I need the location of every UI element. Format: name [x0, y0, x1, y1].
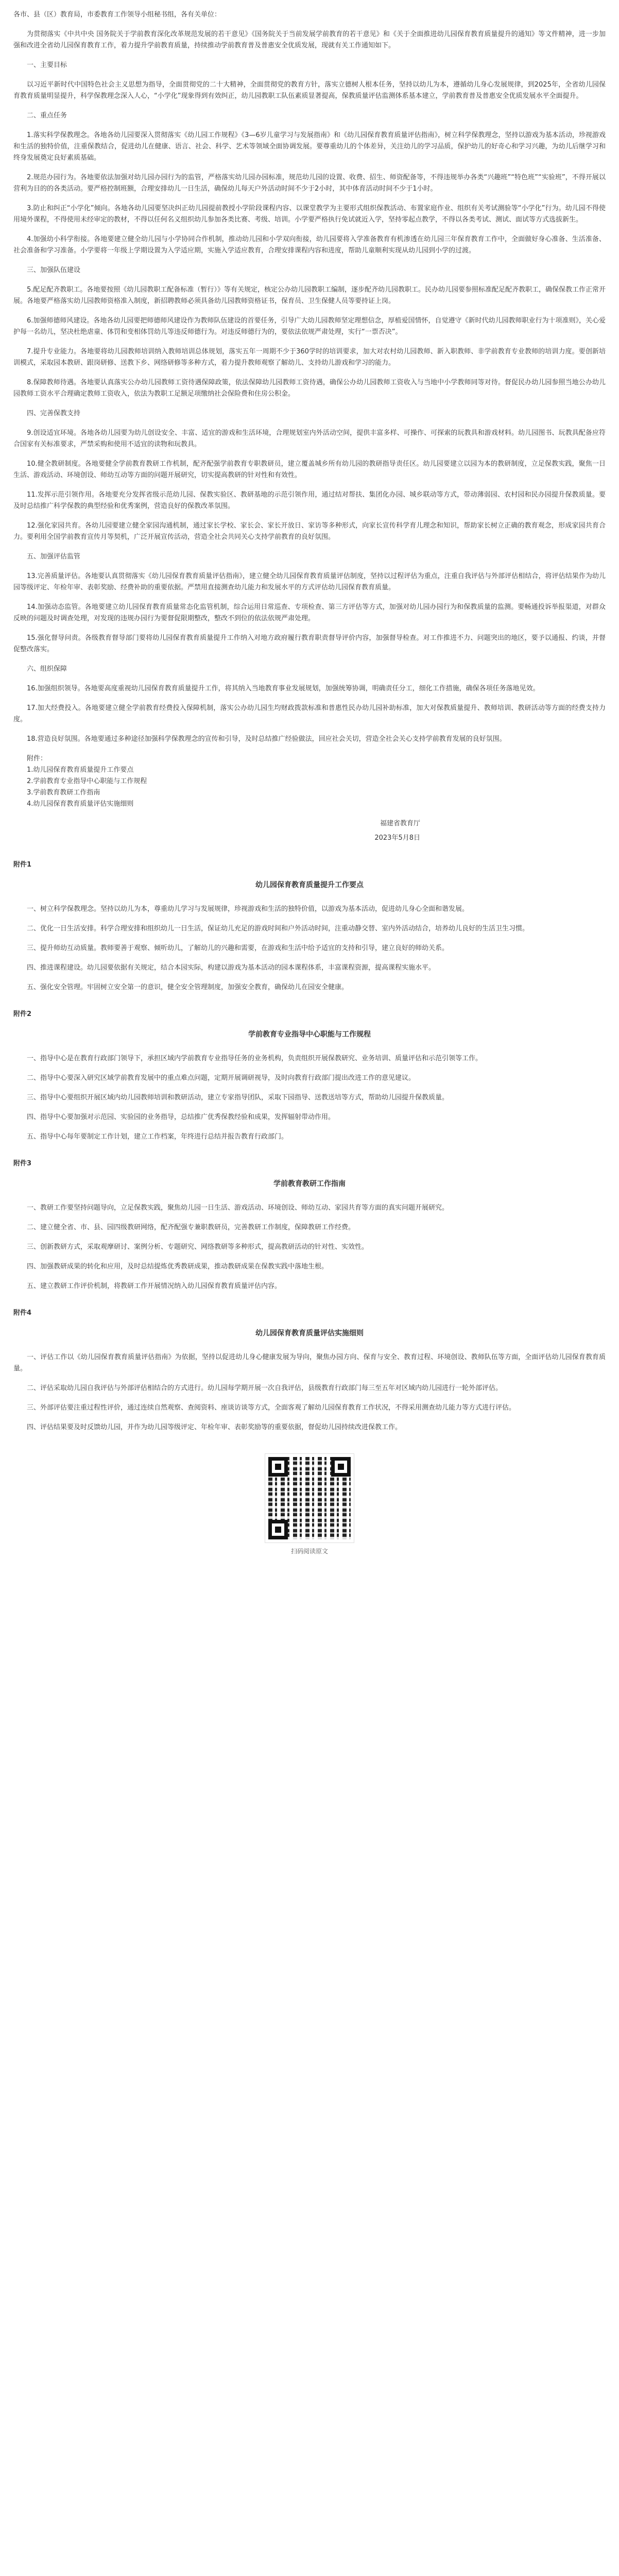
- annex-3: [13, 1158, 606, 1292]
- annex-paragraph: 二、评估采取幼儿园自我评估与外部评估相结合的方式进行。幼儿园每学期开展一次自我评估，县级教育行政部门每三至五年对区域内幼儿园进行一轮外部评估。: [27, 1384, 503, 1392]
- section-key-tasks: [13, 110, 606, 257]
- issuing-organization: 福建省教育厅: [380, 820, 420, 827]
- annex-4: [13, 1308, 606, 1433]
- annex-paragraph: 二、优化一日生活安排。科学合理安排和组织幼儿一日生活，保证幼儿充足的游戏时间和户外活动时间，注重动静交替、室内外活动结合，培养幼儿良好的生活卫生习惯。: [27, 925, 529, 933]
- annex-paragraph: 一、指导中心是在教育行政部门领导下，承担区域内学前教育专业指导任务的业务机构，负责组织开展保教研究、业务培训、质量评估和示范引领等工作。: [27, 1055, 483, 1062]
- annex-paragraph: 四、加强教研成果的转化和应用，及时总结提炼优秀教研成果，推动教研成果在保教实践中落地生根。: [27, 1263, 329, 1270]
- annex-label: 附件1: [13, 861, 32, 869]
- section-paragraph: 3.防止和纠正“小学化”倾向。各地各幼儿园要坚决纠正幼儿园提前教授小学阶段课程内容、以课堂教学为主要形式组织保教活动、布置家庭作业、组织有关考试测验等“小学化”行为。幼儿园不得使用境外课程，不得使用未经审定的教材，不得以任何名义组织幼儿参加各类比赛、考级、培训。小学要严格执行免试就近入学，坚持零起点教学，不得以各类考试、测试、面试等方式选拔新生。: [13, 205, 606, 224]
- section-paragraph: 14.加强动态监管。各地要建立幼儿园保育教育质量常态化监管机制，综合运用日常巡查、专项检查、第三方评估等方式，加强对幼儿园办园行为和保教质量的监测。要畅通投诉举报渠道，对群众反映的问题及时调查处理，对发现的违规办园行为要督促限期整改，整改不到位的依法依规严肃处理。: [13, 603, 606, 622]
- attachment-link[interactable]: 1.幼儿园保育教育质量提升工作要点: [27, 766, 134, 774]
- section-paragraph: 17.加大经费投入。各地要建立健全学前教育经费投入保障机制，落实公办幼儿园生均财政拨款标准和普惠性民办幼儿园补助标准，加大对保教质量提升、教师培训、教研活动等方面的经费支持力度。: [13, 704, 606, 723]
- section-heading: 三、加强队伍建设: [27, 266, 81, 274]
- qr-finder-icon: [331, 1457, 351, 1477]
- annex-label: 附件4: [13, 1309, 32, 1317]
- issue-date: 2023年5月8日: [374, 834, 420, 842]
- section-heading: 五、加强评估监管: [27, 553, 81, 561]
- annex-1: [13, 859, 606, 993]
- annex-label: 附件2: [13, 1010, 32, 1018]
- section-paragraph: 6.加强师德师风建设。各地各幼儿园要把师德师风建设作为教师队伍建设的首要任务，引导广大幼儿园教师坚定理想信念，厚植爱国情怀，自觉遵守《新时代幼儿园教师职业行为十项准则》，关心爱护每一名幼儿，坚决杜绝虐童、体罚和变相体罚幼儿等违反师德行为。对违反师德行为的，要依法依规严肃处理，实行“一票否决”。: [13, 317, 606, 336]
- section-paragraph: 1.落实科学保教理念。各地各幼儿园要深入贯彻落实《幼儿园工作规程》《3—6岁儿童学习与发展指南》和《幼儿园保育教育质量评估指南》，树立科学保教理念，坚持以游戏为基本活动，珍视游戏和生活的独特价值，注重保教结合，促进幼儿在健康、语言、社会、科学、艺术等领域全面协调发展。要尊重幼儿的个体差异，关注幼儿的学习品质，保护幼儿的好奇心和学习兴趣，为幼儿后继学习和终身发展奠定良好素质基础。: [13, 131, 606, 162]
- section-paragraph: 7.提升专业能力。各地要将幼儿园教师培训纳入教师培训总体规划，落实五年一周期不少于360学时的培训要求，加大对农村幼儿园教师、新入职教师、非学前教育专业教师的培训力度。要创新培训模式，采取园本教研、跟岗研修、送教下乡、网络研修等多种方式，着力提升教师观察了解幼儿、支持幼儿游戏和学习的能力。: [13, 348, 606, 367]
- section-heading: 一、主要目标: [27, 61, 67, 69]
- section-safeguards: [13, 664, 606, 745]
- section-paragraph: 以习近平新时代中国特色社会主义思想为指导，全面贯彻党的二十大精神，全面贯彻党的教育方针，落实立德树人根本任务，坚持以幼儿为本，遵循幼儿身心发展规律，到2025年，全省幼儿园保育教育质量明显提升，科学保教理念深入人心，“小学化”现象得到有效纠正，幼儿园教职工队伍素质显著提高，保教质量评估监测体系基本建立，学前教育普及普惠安全优质发展水平全面提升。: [13, 81, 606, 100]
- annex-paragraph: 三、创新教研方式，采取观摩研讨、案例分析、专题研究、网络教研等多种形式，提高教研活动的针对性、实效性。: [27, 1243, 369, 1251]
- qr-caption: 扫码阅读原文: [290, 1548, 328, 1555]
- section-goals: [13, 60, 606, 102]
- section-paragraph: 2.规范办园行为。各地要依法加强对幼儿园办园行为的监管，严格落实幼儿园办园标准，规范幼儿园的设置、收费、招生、师资配备等，不得违规举办各类“兴趣班”“特色班”“实验班”，不得开展以营利为目的的各类活动。要严格控制班额，合理安排幼儿一日生活，确保幼儿每天户外活动时间不少于2小时，其中体育活动时间不少于1小时。: [13, 174, 606, 193]
- section-paragraph: 4.加强幼小科学衔接。各地要建立健全幼儿园与小学协同合作机制，推动幼儿园和小学双向衔接，幼儿园要将入学准备教育有机渗透在幼儿园三年保育教育工作中，全面做好身心准备、生活准备、社会准备和学习准备。小学要将一年级上学期设置为入学适应期，实施入学适应教育，合理安排课程内容和进度，帮助儿童顺利实现从幼儿园到小学的过渡。: [13, 235, 606, 255]
- section-support: [13, 408, 606, 543]
- intro-paragraph: 为贯彻落实《中共中央 国务院关于学前教育深化改革规范发展的若干意见》《国务院关于当前发展学前教育的若干意见》和《关于全面推进幼儿园保育教育质量提升的通知》等文件精神，进一步加强和改进全省幼儿园保育教育工作，着力提升学前教育质量，持续推动学前教育普及普惠安全优质发展，现就有关工作通知如下。: [13, 30, 606, 49]
- section-paragraph: 8.保障教师待遇。各地要认真落实公办幼儿园教师工资待遇保障政策，依法保障幼儿园教师工资待遇，确保公办幼儿园教师工资收入与当地中小学教师同等对待。督促民办幼儿园参照当地公办幼儿园教师工资水平合理确定教师工资收入，依法为教职工足额足项缴纳社会保险费和住房公积金。: [13, 379, 606, 398]
- annex-label: 附件3: [13, 1160, 32, 1167]
- section-paragraph: 5.配足配齐教职工。各地要按照《幼儿园教职工配备标准（暂行）》等有关规定，核定公办幼儿园教职工编制，逐步配齐幼儿园教职工。民办幼儿园要参照标准配足配齐教职工，确保保教工作正常开展。各地要严格落实幼儿园教师资格准入制度，新招聘教师必须具备幼儿园教师资格证书，保育员、卫生保健人员等要持证上岗。: [13, 286, 606, 305]
- salutation: 各市、县（区）教育局，市委教育工作领导小组秘书组，各有关单位：: [13, 11, 221, 19]
- section-heading: 二、重点任务: [27, 112, 67, 120]
- annex-paragraph: 五、建立教研工作评价机制，将教研工作开展情况纳入幼儿园保育教育质量评估内容。: [27, 1282, 282, 1290]
- attachment-link[interactable]: 4.幼儿园保育教育质量评估实施细则: [27, 800, 134, 808]
- annex-title: 学前教育教研工作指南: [273, 1180, 346, 1188]
- annex-title: 学前教育专业指导中心职能与工作规程: [248, 1030, 371, 1039]
- section-paragraph: 15.强化督导问责。各级教育督导部门要将幼儿园保育教育质量提升工作纳入对地方政府履行教育职责督导评价内容，加强督导检查。对工作推进不力、问题突出的地区，要予以通报、约谈，并督促整改落实。: [13, 634, 606, 653]
- annex-paragraph: 一、树立科学保教理念。坚持以幼儿为本，尊重幼儿学习与发展规律，珍视游戏和生活的独特价值，以游戏为基本活动，促进幼儿身心全面和谐发展。: [27, 905, 469, 913]
- section-paragraph: 10.健全教研制度。各地要健全学前教育教研工作机制，配齐配强学前教育专职教研员，建立覆盖城乡所有幼儿园的教研指导责任区。幼儿园要建立以园为本的教研制度，立足保教实践，聚焦一日生活、游戏活动、环境创设、师幼互动等方面的问题开展研究，切实提高教研的针对性和有效性。: [13, 460, 606, 479]
- section-paragraph: 12.强化家园共育。各幼儿园要建立健全家园沟通机制，通过家长学校、家长会、家长开放日、家访等多种形式，向家长宣传科学育儿理念和知识，帮助家长树立正确的教育观念，形成家园共育合力。要利用全国学前教育宣传月等契机，广泛开展宣传活动，营造全社会共同关心支持学前教育的良好氛围。: [13, 522, 606, 541]
- attachment-list: [13, 753, 606, 810]
- annex-paragraph: 四、评估结果要及时反馈幼儿园，并作为幼儿园等级评定、年检年审、表彰奖励等的重要依据，督促幼儿园持续改进保教工作。: [27, 1423, 402, 1431]
- attachment-link[interactable]: 3.学前教育教研工作指南: [27, 789, 100, 796]
- qr-finder-icon: [268, 1457, 288, 1477]
- attachment-label: 附件：: [27, 755, 47, 762]
- annex-paragraph: 一、教研工作要坚持问题导向，立足保教实践，聚焦幼儿园一日生活、游戏活动、环境创设、师幼互动、家园共育等方面的真实问题开展研究。: [27, 1204, 449, 1212]
- annex-paragraph: 五、指导中心每年要制定工作计划，建立工作档案，年终进行总结并报告教育行政部门。: [27, 1133, 288, 1141]
- annex-paragraph: 二、建立健全省、市、县、园四级教研网络，配齐配强专兼职教研员，完善教研工作制度，保障教研工作经费。: [27, 1224, 355, 1231]
- annex-paragraph: 二、指导中心要深入研究区域学前教育发展中的重点难点问题，定期开展调研视导，及时向教育行政部门提出改进工作的意见建议。: [27, 1074, 416, 1082]
- section-paragraph: 18.营造良好氛围。各地要通过多种途径加强科学保教理念的宣传和引导，及时总结推广经验做法，回应社会关切，营造全社会关心支持学前教育发展的良好氛围。: [27, 735, 506, 743]
- section-paragraph: 9.创设适宜环境。各地各幼儿园要为幼儿创设安全、丰富、适宜的游戏和生活环境，合理规划室内外活动空间，提供丰富多样、可操作、可探索的玩教具和游戏材料。幼儿园图书、玩教具配备应符合国家有关标准要求，严禁采购和使用不适宜的读物和玩教具。: [13, 429, 606, 448]
- section-paragraph: 13.完善质量评估。各地要认真贯彻落实《幼儿园保育教育质量评估指南》，建立健全幼儿园保育教育质量评估制度，坚持以过程评估为重点，注重自我评估与外部评估相结合，将评估结果作为幼儿园等级评定、年检年审、表彰奖励、经费补助的重要依据。严禁用直接测查幼儿能力和发展水平的方式评估幼儿园保育教育质量。: [13, 572, 606, 591]
- annex-paragraph: 三、提升师幼互动质量。教师要善于观察、倾听幼儿，了解幼儿的兴趣和需要，在游戏和生活中给予适宜的支持和引导，建立良好的师幼关系。: [27, 944, 449, 952]
- qr-block: [263, 1454, 356, 1556]
- annex-paragraph: 三、外部评估要注重过程性评价，通过连续自然观察、查阅资料、座谈访谈等方式，全面客观了解幼儿园保育教育工作状况，不得采用测查幼儿能力等方式进行评估。: [27, 1404, 516, 1412]
- section-heading: 四、完善保教支持: [27, 410, 81, 417]
- annex-paragraph: 四、指导中心要加强对示范园、实验园的业务指导，总结推广优秀保教经验和成果，发挥辐射带动作用。: [27, 1113, 335, 1121]
- section-evaluation: [13, 551, 606, 655]
- qr-code-icon[interactable]: [265, 1454, 354, 1543]
- section-paragraph: 11.发挥示范引领作用。各地要充分发挥省级示范幼儿园、保教实验区、教研基地的示范引领作用，通过结对帮扶、集团化办园、城乡联动等方式，带动薄弱园、农村园和民办园提升保教质量。要及时总结推广科学保教的典型经验和优秀案例，营造良好的保教改革氛围。: [13, 491, 606, 510]
- annex-title: 幼儿园保育教育质量提升工作要点: [255, 881, 364, 889]
- annex-paragraph: 五、强化安全管理。牢固树立安全第一的意识，健全安全管理制度，加强安全教育，确保幼儿在园安全健康。: [27, 984, 349, 991]
- qr-finder-icon: [268, 1520, 288, 1539]
- attachment-link[interactable]: 2.学前教育专业指导中心职能与工作规程: [27, 777, 147, 785]
- annex-paragraph: 四、推进课程建设。幼儿园要依据有关规定，结合本园实际，构建以游戏为基本活动的园本课程体系，丰富课程资源，提高课程实施水平。: [27, 964, 436, 972]
- section-heading: 六、组织保障: [27, 665, 67, 673]
- section-staff: [13, 265, 606, 400]
- annex-paragraph: 三、指导中心要组织开展区域内幼儿园教师培训和教研活动，建立专家指导团队，采取下园指导、送教送培等方式，帮助幼儿园提升保教质量。: [27, 1094, 449, 1101]
- annex-title: 幼儿园保育教育质量评估实施细则: [255, 1329, 364, 1337]
- annex-paragraph: 一、评估工作以《幼儿园保育教育质量评估指南》为依据，坚持以促进幼儿身心健康发展为导向，聚焦办园方向、保育与安全、教育过程、环境创设、教师队伍等方面，全面评估幼儿园保育教育质量。: [13, 1353, 606, 1372]
- annex-2: [13, 1009, 606, 1143]
- section-paragraph: 16.加强组织领导。各地要高度重视幼儿园保育教育质量提升工作，将其纳入当地教育事业发展规划，加强统筹协调，明确责任分工，细化工作措施，确保各项任务落地见效。: [27, 685, 540, 692]
